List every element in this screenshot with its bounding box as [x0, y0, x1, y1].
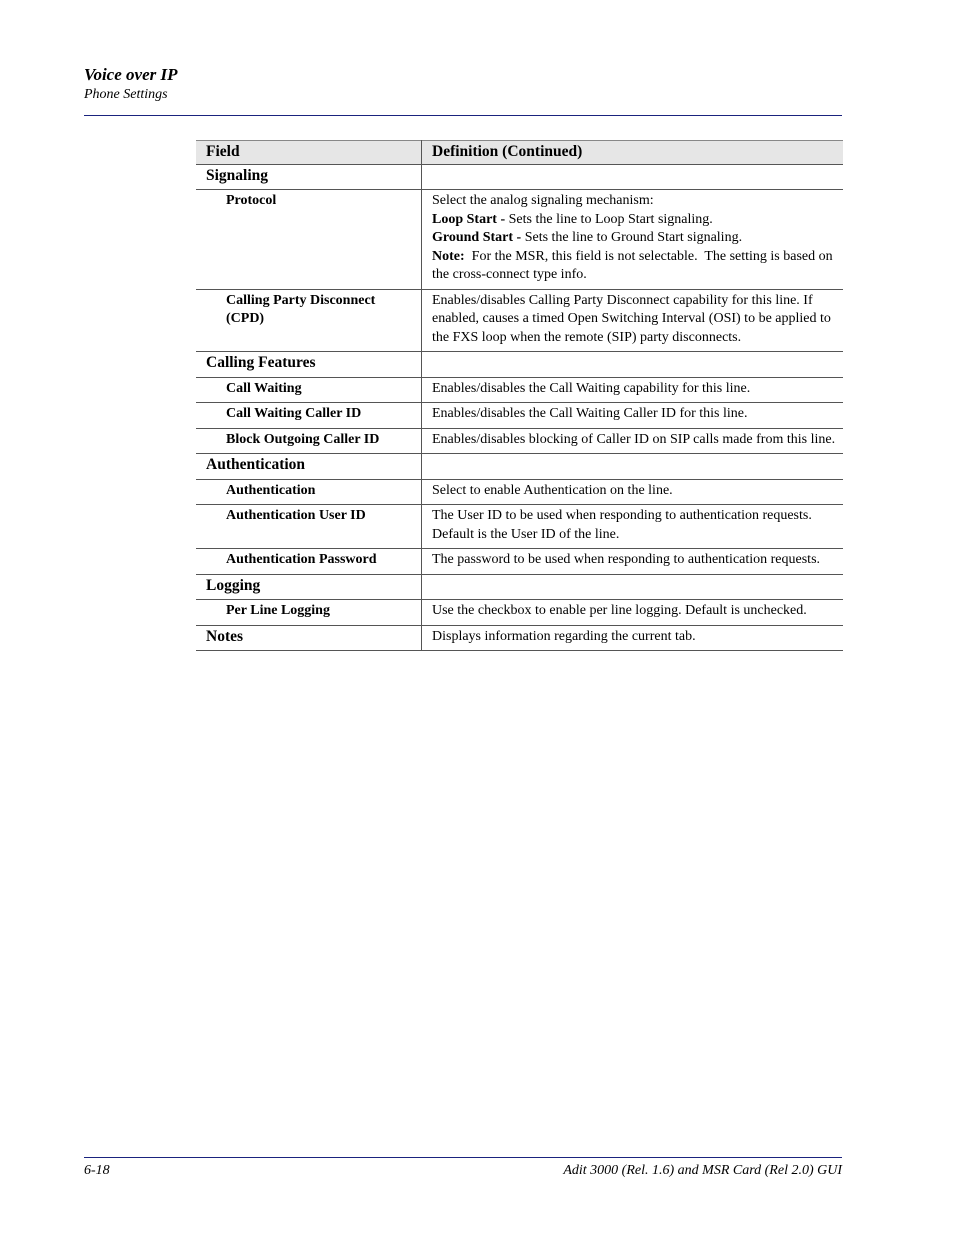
- section-label: Authentication: [196, 454, 422, 480]
- section-label: Logging: [196, 574, 422, 600]
- option-text: Sets the line to Ground Start signaling.: [521, 230, 743, 245]
- field-definition: [422, 190, 844, 290]
- table-row: [196, 289, 843, 352]
- field-name: Per Line Logging: [196, 600, 422, 626]
- table-row: [196, 377, 843, 403]
- section-row-authentication: [196, 454, 843, 480]
- section-subtitle: Phone Settings: [84, 87, 168, 102]
- page-number: 6-18: [84, 1163, 110, 1178]
- chapter-title: Voice over IP: [84, 65, 178, 84]
- header-divider: [84, 115, 842, 116]
- field-definition-table: [196, 140, 843, 651]
- table-row: [196, 549, 843, 575]
- column-header-field: Field: [196, 141, 422, 165]
- page-header: [84, 64, 842, 104]
- field-definition: Enables/disables Calling Party Disconnect capability for this line. If enabled, causes a timed Open Switching Interval (OSI) to be applied to the FXS loop when the remote (SIP) party disconnects.: [422, 289, 844, 352]
- section-label: Signaling: [196, 164, 422, 190]
- section-label: Calling Features: [196, 352, 422, 378]
- field-name: Notes: [196, 625, 422, 651]
- option-text: Sets the line to Loop Start signaling.: [505, 211, 713, 227]
- table-row: [196, 190, 843, 290]
- table-row: [196, 600, 843, 626]
- definition-line: Select the analog signaling mechanism:: [432, 193, 654, 208]
- table-row: [196, 625, 843, 651]
- option-label: Loop Start -: [432, 211, 506, 227]
- field-definition: Enables/disables the Call Waiting Caller ID for this line.: [422, 403, 844, 429]
- field-name: Authentication: [196, 479, 422, 505]
- note-label: Note:: [432, 248, 465, 264]
- field-definition: Enables/disables blocking of Caller ID on SIP calls made from this line.: [422, 428, 844, 454]
- table-row: [196, 428, 843, 454]
- table-row: [196, 403, 843, 429]
- field-definition: Enables/disables the Call Waiting capability for this line.: [422, 377, 844, 403]
- table-row: [196, 479, 843, 505]
- column-header-definition: Definition (Continued): [422, 141, 844, 165]
- field-name: Protocol: [196, 190, 422, 290]
- option-label: Ground Start -: [432, 230, 522, 245]
- note-text: For the MSR, this field is not selectable. The setting is based on the cross-connect type info.: [432, 248, 837, 282]
- field-definition: The User ID to be used when responding to authentication requests. Default is the User ID of the line.: [422, 505, 844, 549]
- table-header-row: [196, 141, 843, 165]
- section-row-calling-features: [196, 352, 843, 378]
- field-name: Authentication Password: [196, 549, 422, 575]
- section-row-logging: [196, 574, 843, 600]
- field-definition: Select to enable Authentication on the line.: [422, 479, 844, 505]
- field-name: Call Waiting Caller ID: [196, 403, 422, 429]
- table-row: [196, 505, 843, 549]
- field-definition: Use the checkbox to enable per line logging. Default is unchecked.: [422, 600, 844, 626]
- field-definition: The password to be used when responding to authentication requests.: [422, 549, 844, 575]
- field-name: Block Outgoing Caller ID: [196, 428, 422, 454]
- field-name: Call Waiting: [196, 377, 422, 403]
- field-definition: Displays information regarding the current tab.: [422, 625, 844, 651]
- section-row-signaling: [196, 164, 843, 190]
- footer-divider: [84, 1157, 842, 1158]
- field-name: Authentication User ID: [196, 505, 422, 549]
- document-title: Adit 3000 (Rel. 1.6) and MSR Card (Rel 2.0) GUI: [563, 1163, 842, 1178]
- field-name: Calling Party Disconnect (CPD): [196, 289, 422, 352]
